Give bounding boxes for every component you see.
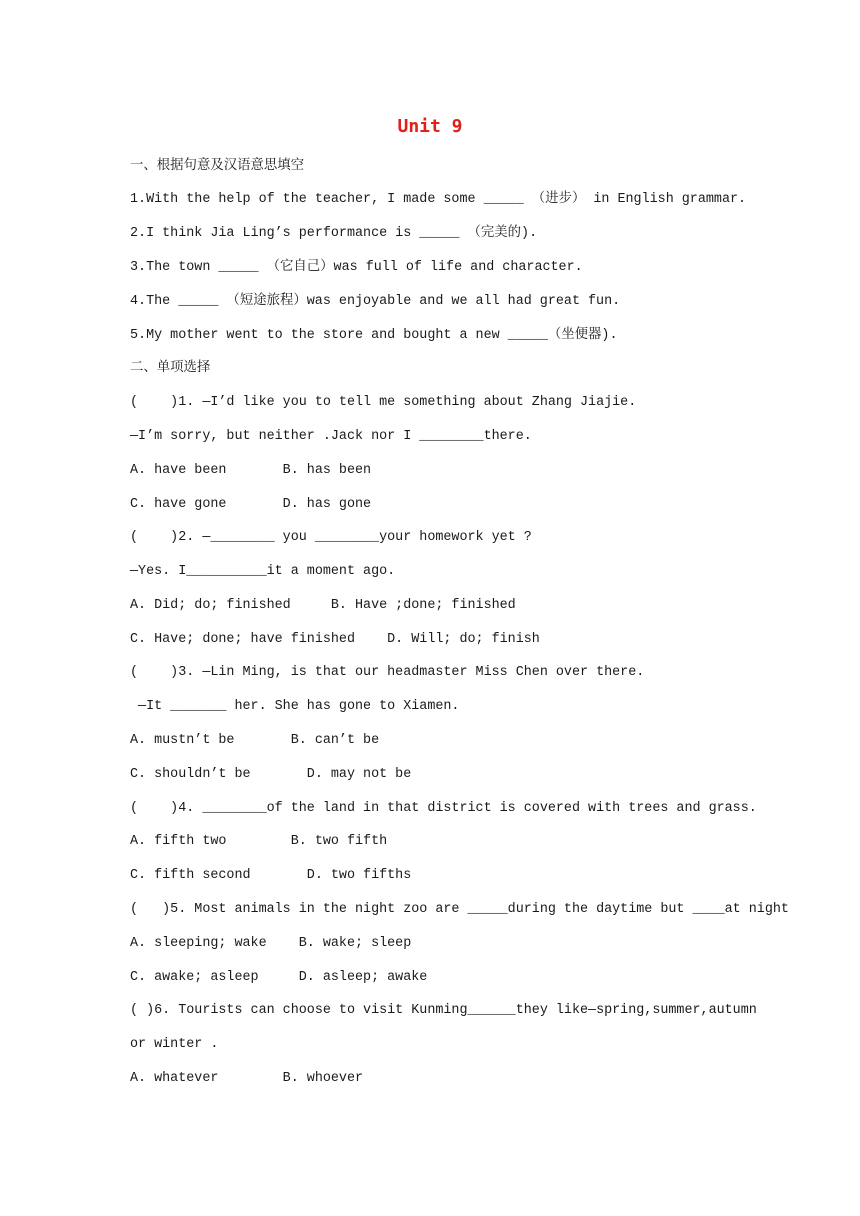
fill-blank-item-1: 1.With the help of the teacher, I made some _____ （进步） in English grammar. xyxy=(130,192,747,207)
question-5-options-cd: C. awake; asleep D. asleep; awake xyxy=(130,970,428,985)
question-4-options-ab: A. fifth two B. two fifth xyxy=(130,834,388,849)
section-heading-fill-blank: 一、根据句意及汉语意思填空 xyxy=(130,158,305,173)
section-heading-multiple-choice: 二、单项选择 xyxy=(130,360,211,375)
question-4-stem: ( )4. ________of the land in that district is covered with trees and grass. xyxy=(130,801,757,816)
fill-blank-item-4: 4.The _____ （短途旅程）was enjoyable and we all had great fun. xyxy=(130,294,621,309)
question-1-options-ab: A. have been B. has been xyxy=(130,463,372,478)
question-5-options-ab: A. sleeping; wake B. wake; sleep xyxy=(130,936,412,951)
page-title: Unit 9 xyxy=(397,116,463,137)
question-6-options-ab: A. whatever B. whoever xyxy=(130,1071,364,1086)
question-1-stem: ( )1. —I’d like you to tell me something about Zhang Jiajie. xyxy=(130,395,637,410)
fill-blank-item-2: 2.I think Jia Ling’s performance is _____ （完美的). xyxy=(130,226,538,241)
question-3-options-ab: A. mustn’t be B. can’t be xyxy=(130,733,380,748)
question-3-stem: ( )3. —Lin Ming, is that our headmaster Miss Chen over there. xyxy=(130,665,645,680)
question-2-options-ab: A. Did; do; finished B. Have ;done; finished xyxy=(130,598,516,613)
fill-blank-item-3: 3.The town _____ （它自己）was full of life and character. xyxy=(130,260,583,275)
question-3-options-cd: C. shouldn’t be D. may not be xyxy=(130,767,412,782)
question-2-stem: ( )2. —________ you ________your homework yet ? xyxy=(130,530,532,545)
question-3-stem-cont: —It _______ her. She has gone to Xiamen. xyxy=(130,699,460,714)
question-2-stem-cont: —Yes. I__________it a moment ago. xyxy=(130,564,396,579)
question-6-stem: ( )6. Tourists can choose to visit Kunming______they like—spring,summer,autumn xyxy=(130,1003,757,1018)
question-6-stem-cont: or winter . xyxy=(130,1037,219,1052)
question-1-stem-cont: —I’m sorry, but neither .Jack nor I ________there. xyxy=(130,429,532,444)
question-5-stem: ( )5. Most animals in the night zoo are _____during the daytime but ____at night xyxy=(130,902,789,917)
question-2-options-cd: C. Have; done; have finished D. Will; do; finish xyxy=(130,632,540,647)
fill-blank-item-5: 5.My mother went to the store and bought a new _____（坐便器). xyxy=(130,328,618,343)
question-4-options-cd: C. fifth second D. two fifths xyxy=(130,868,412,883)
question-1-options-cd: C. have gone D. has gone xyxy=(130,497,372,512)
